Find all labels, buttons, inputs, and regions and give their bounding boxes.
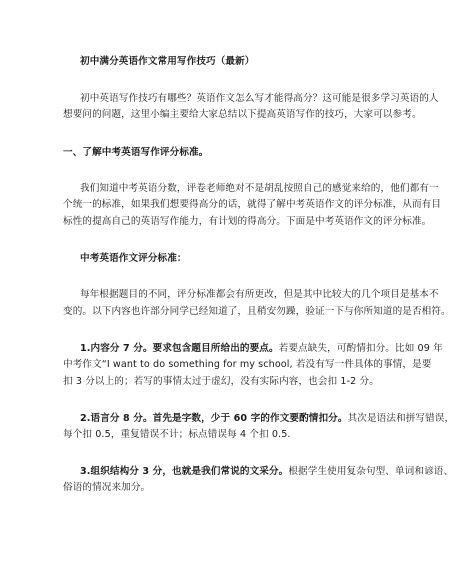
item1-lead-bold: 1.内容分 7 分。要求包含题目所给出的要点。 [80,343,279,354]
item1-lead-rest: 若要点缺失，可酌情扣分。比如 09 年 [278,343,443,354]
item1-line-3: 扣 3 分以上的；若写的事情太过于虚幻，没有实际内容，也会扣 1-2 分。 [63,376,379,387]
item3-lead-line [80,465,453,478]
item2-lead-rest: 其次是语法和拼写错误， [347,413,455,424]
item1-line-2: 中考作文“I want to do something for my school, 若没有写一件具体的事情，是要 [63,359,432,370]
item1-lead-line [80,342,443,355]
item2-line-2: 每个扣 0.5，重复错误不计；标点错误每 4 个扣 0.5. [63,429,291,440]
intro-line-2: 想要问的问题，这里小编主要给大家总结以下提高英语写作的技巧，大家可以参考。 [63,109,422,120]
criteria-intro-line-1: 每年根据题目的不同，评分标准都会有所更改，但是其中比较大的几个项目是基本不 [80,289,439,300]
item2-lead-line [80,412,454,425]
item3-lead-rest: 根据学生使用复杂句型、单词和谚语、 [288,466,454,477]
item2-lead-bold: 2.语言分 8 分。首先是字数，少于 60 字的作文要酌情扣分。 [80,413,348,424]
section1-line-3: 标性的提高自己的英语写作能力，有计划的得高分。下面是中考英语作文的评分标准。 [63,216,432,227]
criteria-intro-line-2: 变的。以下内容也许部分同学已经知道了，且稍安勿躁，验证一下与你所知道的是否相符。 [63,306,451,317]
item3-line-2: 俗语的情况来加分。 [63,482,151,493]
item3-lead-bold: 3.组织结构分 3 分，也就是我们常说的文采分。 [80,466,289,477]
criteria-heading: 中考英语作文评分标准： [80,253,187,264]
document-title: 初中满分英语作文常用写作技巧（最新） [80,56,255,67]
section1-line-2: 个统一的标准，如果我们想要得高分的话，就得了解中考英语作文的评分标准，从而有目 [63,199,442,210]
intro-line-1: 初中英语写作技巧有哪些？英语作文怎么写才能得高分？这可能是很多学习英语的人 [80,93,439,104]
section1-line-1: 我们知道中考英语分数，评卷老师绝对不是胡乱按照自己的感觉来给的，他们都有一 [80,183,439,194]
section1-heading: 一、了解中考英语写作评分标准。 [63,147,209,158]
